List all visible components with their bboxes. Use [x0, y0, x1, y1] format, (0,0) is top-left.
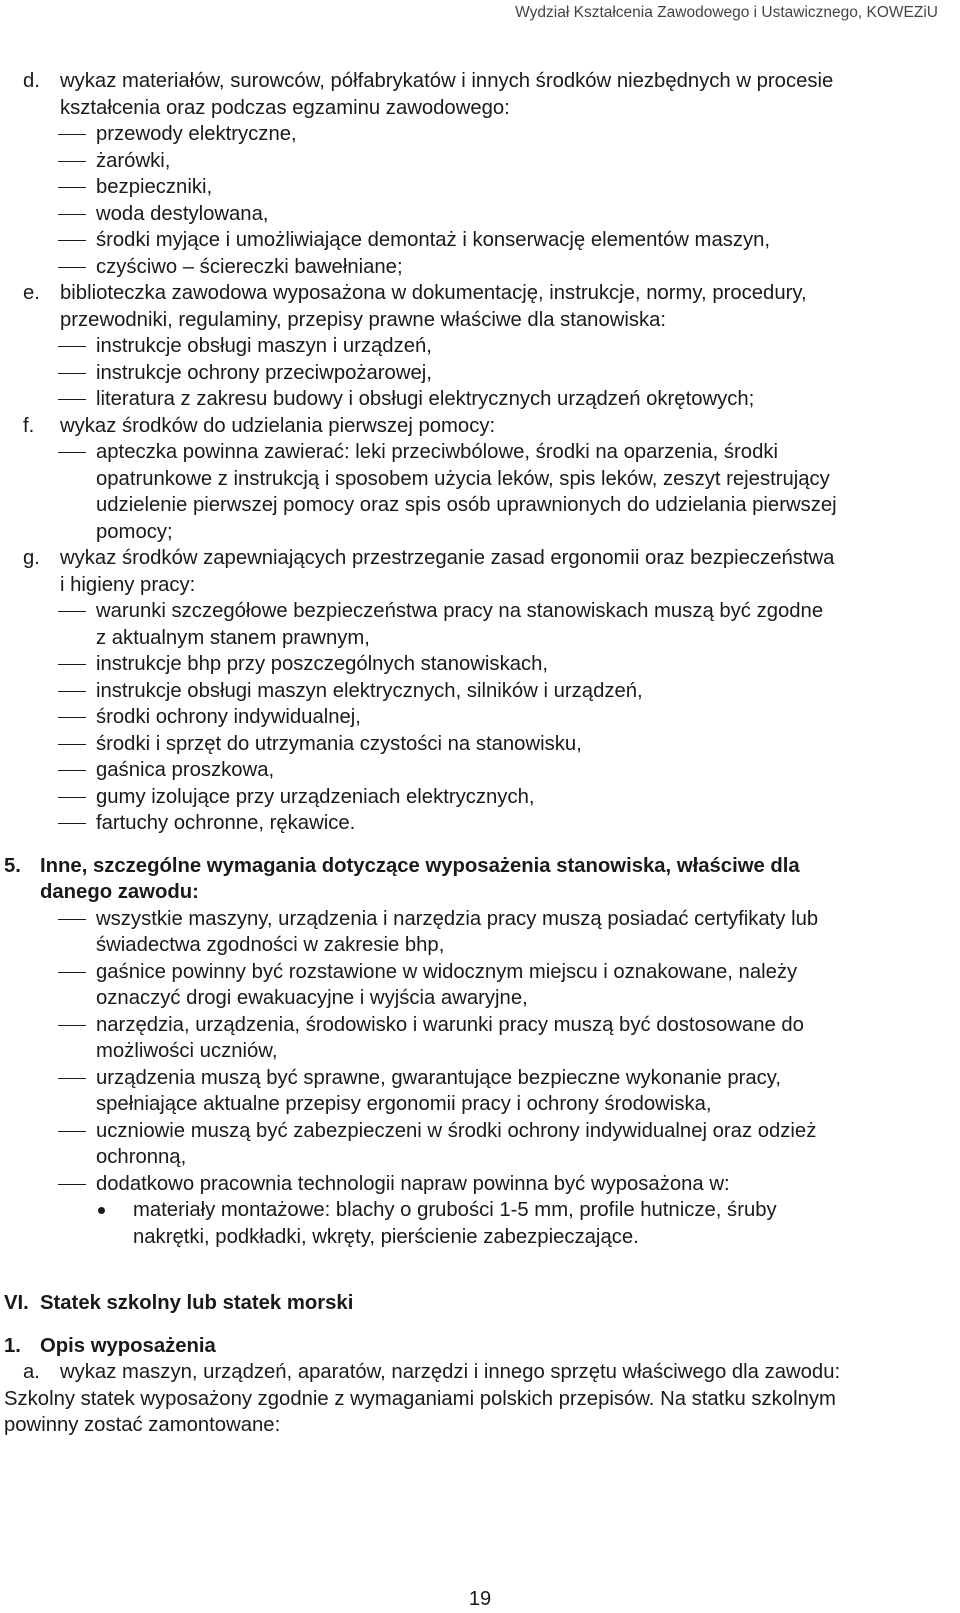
dash-marker	[58, 214, 86, 215]
list-item	[0, 227, 960, 254]
dash-marker	[58, 823, 86, 824]
line-text: opatrunkowe z instrukcją i sposobem użycia leków, spis leków, zeszyt rejestrujący	[96, 467, 830, 490]
list-item	[0, 757, 960, 784]
dash-marker	[58, 1184, 86, 1185]
list-marker: e.	[23, 282, 40, 304]
line-text: i higieny pracy:	[60, 573, 196, 596]
line-text: uczniowie muszą być zabezpieczeni w środki ochrony indywidualnej oraz odzież	[96, 1119, 817, 1142]
line-text: bezpieczniki,	[96, 176, 213, 198]
section-e-line	[0, 280, 960, 307]
dash-marker	[58, 161, 86, 162]
line-text: wykaz materiałów, surowców, półfabrykatów i innych środków niezbędnych w procesie	[60, 70, 834, 92]
list-item	[0, 254, 960, 281]
section-heading-vi	[0, 1290, 960, 1317]
line-text: warunki szczegółowe bezpieczeństwa pracy na stanowiskach muszą być zgodne	[96, 600, 824, 622]
line-text: apteczka powinna zawierać: leki przeciwbólowe, środki na oparzenia, środki	[96, 441, 779, 463]
line-text: woda destylowana,	[96, 202, 269, 225]
section-s5-line	[0, 879, 960, 906]
dash-marker	[58, 717, 86, 718]
list-item	[0, 731, 960, 758]
list-marker: g.	[23, 547, 40, 569]
section-d-line	[0, 95, 960, 122]
dash-marker	[58, 1025, 86, 1026]
list-item	[0, 598, 960, 625]
list-item	[0, 201, 960, 228]
line-text: pomocy;	[96, 520, 173, 543]
dash-marker	[58, 744, 86, 745]
line-text: wszystkie maszyny, urządzenia i narzędzia pracy muszą posiadać certyfikaty lub	[96, 907, 819, 930]
section-g-line	[0, 572, 960, 599]
line-text: świadectwa zgodności w zakresie bhp,	[96, 934, 445, 956]
line-text: nakrętki, podkładki, wkręty, pierścienie zabezpieczające.	[133, 1225, 639, 1248]
line-text: spełniające aktualne przepisy ergonomii pracy i ochrony środowiska,	[96, 1093, 712, 1115]
list-item	[0, 519, 960, 546]
dash-marker	[58, 972, 86, 973]
line-text: żarówki,	[96, 149, 171, 172]
dash-marker	[58, 691, 86, 692]
running-header: Wydział Kształcenia Zawodowego i Ustawicznego, KOWEZiU	[515, 4, 938, 21]
section-f-line	[0, 413, 960, 440]
list-item	[0, 439, 960, 466]
bullet-icon	[98, 1207, 105, 1214]
section-d-line	[0, 68, 960, 95]
spacer	[0, 837, 960, 853]
list-marker: d.	[23, 70, 40, 92]
list-marker: VI.	[4, 1292, 29, 1314]
list-item	[0, 466, 960, 493]
spacer	[0, 1317, 960, 1333]
dash-marker	[58, 664, 86, 665]
list-item	[0, 784, 960, 811]
list-item	[0, 959, 960, 986]
line-text: wykaz środków do udzielania pierwszej pomocy:	[60, 414, 496, 437]
line-text: dodatkowo pracownia technologii napraw powinna być wyposażona w:	[96, 1172, 730, 1195]
line-text: Opis wyposażenia	[40, 1334, 216, 1357]
list-item	[0, 678, 960, 705]
line-text: gumy izolujące przy urządzeniach elektrycznych,	[96, 785, 535, 808]
line-text: środki ochrony indywidualnej,	[96, 706, 361, 728]
line-text: danego zawodu:	[40, 881, 199, 903]
line-text: przewodniki, regulaminy, przepisy prawne właściwe dla stanowiska:	[60, 308, 667, 331]
dash-marker	[58, 346, 86, 347]
line-text: gaśnice powinny być rozstawione w widocznym miejscu i oznakowane, należy	[96, 960, 798, 983]
dash-marker	[58, 1078, 86, 1079]
line-text: z aktualnym stanem prawnym,	[96, 626, 370, 649]
dash-marker	[58, 452, 86, 453]
line-text: instrukcje obsługi maszyn i urządzeń,	[96, 335, 432, 357]
list-marker: a.	[23, 1361, 40, 1383]
bullet-item	[0, 1197, 960, 1224]
line-text: możliwości uczniów,	[96, 1040, 278, 1062]
list-item	[0, 1144, 960, 1171]
list-item	[0, 174, 960, 201]
line-text: fartuchy ochronne, rękawice.	[96, 812, 356, 834]
list-item	[0, 386, 960, 413]
list-item	[0, 1171, 960, 1198]
line-text: materiały montażowe: blachy o grubości 1-5 mm, profile hutnicze, śruby	[133, 1199, 777, 1221]
line-text: Inne, szczególne wymagania dotyczące wyposażenia stanowiska, właściwe dla	[40, 854, 800, 877]
line-text: przewody elektryczne,	[96, 123, 297, 145]
list-item	[0, 492, 960, 519]
line-text: instrukcje obsługi maszyn elektrycznych, silników i urządzeń,	[96, 679, 643, 702]
line-text: udzielenie pierwszej pomocy oraz spis osób uprawnionych do udzielania pierwszej	[96, 494, 837, 516]
line-text: środki myjące i umożliwiające demontaż i konserwację elementów maszyn,	[96, 229, 771, 251]
section-s5-line	[0, 853, 960, 880]
dash-marker	[58, 770, 86, 771]
list-marker: 5.	[4, 854, 21, 877]
dash-marker	[58, 611, 86, 612]
dash-marker	[58, 187, 86, 188]
dash-marker	[58, 919, 86, 920]
line-text: urządzenia muszą być sprawne, gwarantujące bezpieczne wykonanie pracy,	[96, 1066, 782, 1089]
line-text: wykaz środków zapewniających przestrzeganie zasad ergonomii oraz bezpieczeństwa	[60, 547, 835, 569]
line-text: wykaz maszyn, urządzeń, aparatów, narzędzi i innego sprzętu właściwego dla zawodu:	[60, 1361, 841, 1383]
list-item	[0, 651, 960, 678]
line-text: powinny zostać zamontowane:	[4, 1414, 281, 1436]
list-marker: 1.	[4, 1334, 21, 1357]
bullet-item	[0, 1224, 960, 1251]
line-text: Szkolny statek wyposażony zgodnie z wymaganiami polskich przepisów. Na statku szkolnym	[4, 1387, 836, 1410]
list-item	[0, 906, 960, 933]
section-a-line	[0, 1412, 960, 1439]
list-item	[0, 148, 960, 175]
list-item	[0, 1091, 960, 1118]
line-text: gaśnica proszkowa,	[96, 759, 275, 781]
section-a-line	[0, 1386, 960, 1413]
line-text: kształcenia oraz podczas egzaminu zawodowego:	[60, 96, 510, 119]
dash-marker	[58, 797, 86, 798]
list-marker: f.	[23, 414, 35, 437]
dash-marker	[58, 1131, 86, 1132]
dash-marker	[58, 399, 86, 400]
line-text: oznaczyć drogi ewakuacyjne i wyjścia awaryjne,	[96, 987, 528, 1009]
list-item	[0, 704, 960, 731]
list-item	[0, 1038, 960, 1065]
section-heading-1	[0, 1333, 960, 1360]
page-number: 19	[468, 1588, 492, 1610]
line-text: Statek szkolny lub statek morski	[40, 1292, 354, 1314]
list-item	[0, 985, 960, 1012]
line-text: instrukcje ochrony przeciwpożarowej,	[96, 361, 432, 384]
list-item	[0, 1065, 960, 1092]
line-text: środki i sprzęt do utrzymania czystości na stanowisku,	[96, 732, 582, 755]
list-item	[0, 360, 960, 387]
list-item	[0, 121, 960, 148]
document-body	[0, 68, 960, 1439]
line-text: ochronną,	[96, 1146, 187, 1168]
section-a-line	[0, 1359, 960, 1386]
list-item	[0, 333, 960, 360]
dash-marker	[58, 134, 86, 135]
list-item	[0, 1012, 960, 1039]
spacer	[0, 1250, 960, 1290]
line-text: instrukcje bhp przy poszczególnych stanowiskach,	[96, 653, 549, 675]
list-item	[0, 1118, 960, 1145]
line-text: biblioteczka zawodowa wyposażona w dokumentację, instrukcje, normy, procedury,	[60, 282, 807, 304]
list-item	[0, 932, 960, 959]
list-item	[0, 810, 960, 837]
line-text: narzędzia, urządzenia, środowisko i warunki pracy muszą być dostosowane do	[96, 1013, 804, 1036]
dash-marker	[58, 373, 86, 374]
dash-marker	[58, 267, 86, 268]
line-text: literatura z zakresu budowy i obsługi elektrycznych urządzeń okrętowych;	[96, 388, 755, 410]
section-g-line	[0, 545, 960, 572]
list-item	[0, 625, 960, 652]
dash-marker	[58, 240, 86, 241]
line-text: czyściwo – ściereczki bawełniane;	[96, 255, 403, 278]
section-e-line	[0, 307, 960, 334]
